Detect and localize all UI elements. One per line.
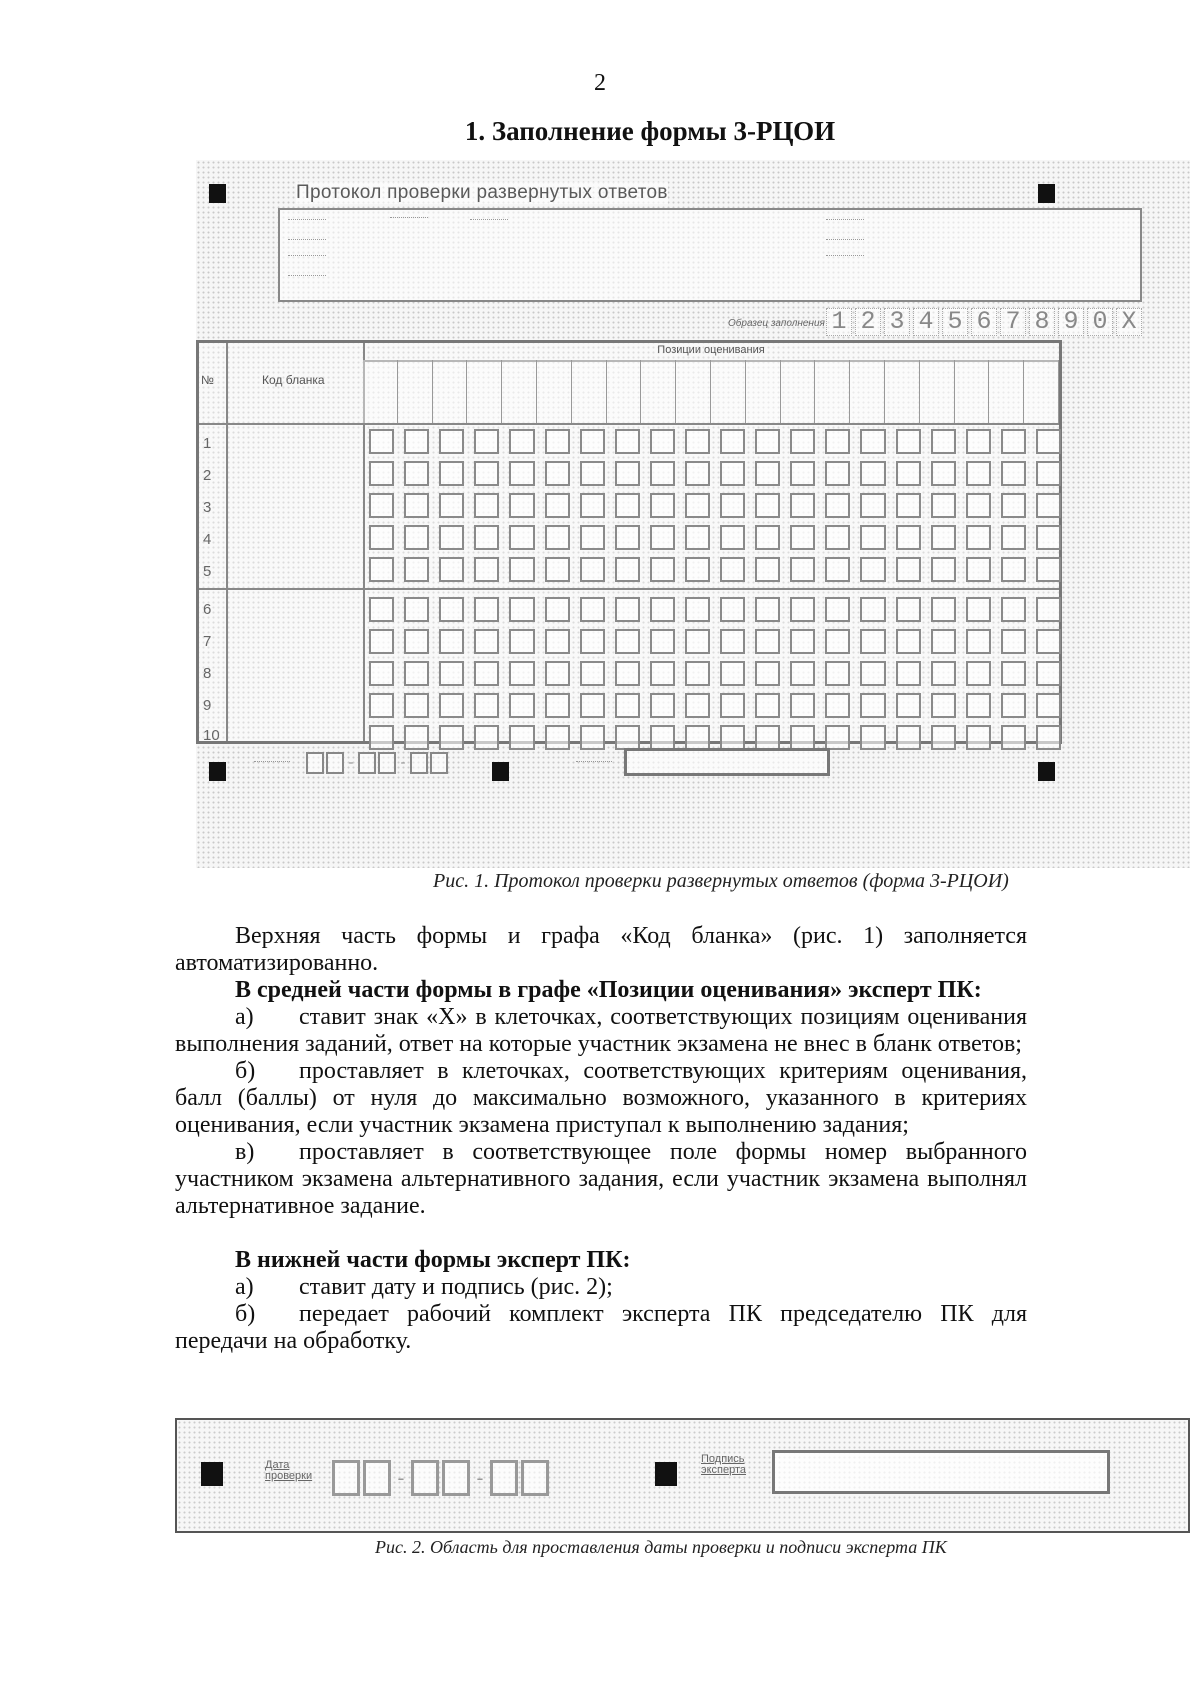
position-column-header	[398, 360, 433, 423]
answer-cell	[896, 525, 921, 550]
answer-cell	[931, 693, 956, 718]
item-text: проставляет в клеточках, соответствующих критериям оценивания, балл (баллы) от нуля до максимально возможного, указанного в критериях оценивания, если участник экзамена приступал к выполнению задания;	[175, 1058, 1027, 1138]
answer-cell	[966, 661, 991, 686]
form-title: Протокол проверки развернутых ответов	[296, 182, 668, 203]
answer-cell	[685, 525, 710, 550]
answer-cell	[1001, 725, 1026, 750]
answer-cell	[860, 725, 885, 750]
signature-label: Подпись эксперта	[701, 1453, 747, 1476]
answer-cell	[860, 693, 885, 718]
answer-cell	[439, 597, 464, 622]
answer-cell	[755, 693, 780, 718]
sample-char: 6	[971, 308, 997, 336]
middle-item-a	[175, 1004, 1027, 1058]
position-column-header	[641, 360, 676, 423]
answer-cell	[509, 725, 534, 750]
answer-cell	[650, 525, 675, 550]
date-label: Дата проверки	[265, 1459, 313, 1482]
item-text: передает рабочий комплект эксперта ПК председателю ПК для передачи на обработку.	[175, 1301, 1027, 1354]
answer-cell	[825, 525, 850, 550]
signature-field	[772, 1450, 1110, 1494]
answer-cell	[545, 597, 570, 622]
figure2-caption: Рис. 2. Область для проставления даты проверки и подписи эксперта ПК	[375, 1537, 947, 1557]
answer-cell	[580, 557, 605, 582]
answer-cell	[615, 461, 640, 486]
answer-cell	[369, 429, 394, 454]
answer-cell	[720, 725, 745, 750]
answer-cell	[615, 557, 640, 582]
answer-cell	[966, 493, 991, 518]
position-column-header	[467, 360, 502, 423]
answer-cell	[860, 493, 885, 518]
position-column-header	[920, 360, 955, 423]
page-number: 2	[594, 70, 606, 96]
paragraph-top-part: Верхняя часть формы и графа «Код бланка» (рис. 1) заполняется автоматизированно.	[175, 923, 1027, 976]
answer-cell	[439, 429, 464, 454]
answer-cell	[580, 525, 605, 550]
row-number: 9	[203, 697, 212, 714]
answer-cell	[509, 429, 534, 454]
answer-cell	[369, 725, 394, 750]
bottom-item-b	[175, 1301, 1027, 1355]
answer-cell	[439, 557, 464, 582]
answer-cell	[369, 693, 394, 718]
answer-cell	[720, 525, 745, 550]
answer-cell	[931, 629, 956, 654]
row-number: 4	[203, 531, 212, 548]
row-number: 7	[203, 633, 212, 650]
answer-cell	[369, 661, 394, 686]
answer-cell	[896, 725, 921, 750]
answer-cell	[545, 493, 570, 518]
answer-cell	[439, 629, 464, 654]
sample-char: X	[1116, 308, 1142, 336]
answer-cell	[966, 557, 991, 582]
corner-marker-icon	[1038, 184, 1055, 203]
answer-cell	[755, 461, 780, 486]
answer-cell	[1001, 493, 1026, 518]
answer-cell	[404, 525, 429, 550]
row-number: 8	[203, 665, 212, 682]
answer-cell	[650, 661, 675, 686]
answer-cell	[615, 493, 640, 518]
row-number: 5	[203, 563, 212, 580]
answer-cell	[720, 693, 745, 718]
sample-char: 8	[1029, 308, 1055, 336]
answer-cell	[1036, 429, 1061, 454]
item-marker: б)	[235, 1058, 256, 1084]
answer-cell	[790, 557, 815, 582]
answer-cell	[474, 629, 499, 654]
sample-char: 1	[826, 308, 852, 336]
answer-cell	[1001, 461, 1026, 486]
answer-cell	[474, 525, 499, 550]
answer-cell	[966, 429, 991, 454]
answer-cell	[790, 629, 815, 654]
answer-cell	[931, 597, 956, 622]
answer-cell	[720, 493, 745, 518]
answer-cell	[474, 557, 499, 582]
answer-cell	[615, 629, 640, 654]
answer-cell	[720, 661, 745, 686]
position-columns	[363, 360, 1059, 423]
answer-cell	[790, 693, 815, 718]
answer-cell	[1036, 661, 1061, 686]
position-column-header	[989, 360, 1024, 423]
answer-cell	[966, 725, 991, 750]
column-code	[226, 343, 365, 741]
answer-cell	[509, 525, 534, 550]
answer-cell	[580, 597, 605, 622]
position-column-header	[815, 360, 850, 423]
item-text: ставит знак «X» в клеточках, соответствующих позициям оценивания выполнения заданий, ответ на которые участник экзамена не внес в бланк ответов;	[175, 1004, 1027, 1057]
corner-marker-icon	[655, 1462, 677, 1486]
answer-cell	[896, 597, 921, 622]
answer-cell	[369, 493, 394, 518]
answer-cell	[580, 429, 605, 454]
answer-cell	[1036, 725, 1061, 750]
answer-cell	[755, 557, 780, 582]
answer-cell	[404, 557, 429, 582]
corner-marker-icon	[209, 762, 226, 781]
answer-cell	[545, 429, 570, 454]
answer-cell	[404, 661, 429, 686]
answer-cell	[439, 461, 464, 486]
answer-cell	[369, 597, 394, 622]
answer-cell	[825, 557, 850, 582]
answer-cell	[825, 629, 850, 654]
answer-cell	[474, 429, 499, 454]
answer-cell	[720, 629, 745, 654]
answer-cell	[825, 597, 850, 622]
answer-cells	[369, 429, 1061, 750]
position-column-header	[746, 360, 781, 423]
position-column-header	[781, 360, 816, 423]
answer-cell	[896, 629, 921, 654]
answer-cell	[1001, 629, 1026, 654]
answer-cell	[1001, 693, 1026, 718]
answer-cell	[615, 725, 640, 750]
answer-cell	[685, 461, 710, 486]
answer-cell	[439, 493, 464, 518]
answer-cell	[404, 597, 429, 622]
answer-cell	[369, 557, 394, 582]
answer-cell	[720, 597, 745, 622]
answer-cell	[755, 429, 780, 454]
answer-cell	[896, 661, 921, 686]
answer-cell	[931, 725, 956, 750]
answer-cell	[545, 725, 570, 750]
answer-cell	[650, 725, 675, 750]
answer-cell	[580, 661, 605, 686]
row-number: 1	[203, 435, 212, 452]
answer-cell	[474, 693, 499, 718]
sample-char: 9	[1058, 308, 1084, 336]
answer-cell	[755, 661, 780, 686]
answer-cell	[685, 693, 710, 718]
answer-cell	[931, 493, 956, 518]
position-column-header	[607, 360, 642, 423]
answer-cell	[1001, 597, 1026, 622]
answer-cell	[615, 597, 640, 622]
answer-cell	[369, 629, 394, 654]
column-code-header: Код бланка	[262, 373, 325, 387]
answer-cell	[1036, 597, 1061, 622]
position-column-header	[502, 360, 537, 423]
answer-cell	[404, 725, 429, 750]
answer-cell	[509, 629, 534, 654]
sample-char: 7	[1000, 308, 1026, 336]
answer-cell	[825, 429, 850, 454]
answer-cell	[790, 525, 815, 550]
answer-cell	[790, 461, 815, 486]
answer-cell	[580, 493, 605, 518]
positions-table	[196, 340, 1062, 744]
answer-cell	[369, 461, 394, 486]
answer-cell	[966, 597, 991, 622]
middle-item-c	[175, 1139, 1027, 1220]
heading-middle-part: В средней части формы в графе «Позиции оценивания» эксперт ПК:	[235, 977, 982, 1003]
item-text: проставляет в соответствующее поле формы номер выбранного участником экзамена альтернативного задания, если участник экзамена выполнял альтернативное задание.	[175, 1139, 1027, 1219]
position-column-header	[711, 360, 746, 423]
answer-cell	[755, 725, 780, 750]
answer-cell	[966, 693, 991, 718]
answer-cell	[580, 629, 605, 654]
answer-cell	[404, 493, 429, 518]
answer-cell	[545, 693, 570, 718]
answer-cell	[615, 693, 640, 718]
answer-cell	[474, 725, 499, 750]
row-number: 6	[203, 601, 212, 618]
sample-char: 0	[1087, 308, 1113, 336]
answer-cell	[650, 557, 675, 582]
answer-cell	[896, 493, 921, 518]
corner-marker-icon	[1038, 762, 1055, 781]
answer-cell	[825, 661, 850, 686]
position-column-header	[885, 360, 920, 423]
sample-char: 5	[942, 308, 968, 336]
sample-char: 4	[913, 308, 939, 336]
item-marker: а)	[235, 1004, 254, 1030]
answer-cell	[1036, 461, 1061, 486]
corner-marker-icon	[201, 1462, 223, 1486]
answer-cell	[825, 461, 850, 486]
sample-char: 2	[855, 308, 881, 336]
answer-cell	[580, 693, 605, 718]
answer-cell	[509, 661, 534, 686]
answer-cell	[825, 725, 850, 750]
middle-item-b	[175, 1058, 1027, 1139]
position-column-header	[572, 360, 607, 423]
answer-cell	[896, 461, 921, 486]
bottom-item-a	[175, 1274, 1027, 1301]
answer-cell	[580, 725, 605, 750]
answer-cell	[755, 629, 780, 654]
answer-cell	[720, 557, 745, 582]
sample-char: 3	[884, 308, 910, 336]
answer-cell	[825, 693, 850, 718]
answer-cell	[650, 461, 675, 486]
answer-cell	[615, 429, 640, 454]
answer-cell	[860, 525, 885, 550]
corner-marker-icon	[492, 762, 509, 781]
answer-cell	[474, 493, 499, 518]
answer-cell	[1036, 629, 1061, 654]
answer-cell	[615, 661, 640, 686]
answer-cell	[1001, 429, 1026, 454]
answer-cell	[404, 429, 429, 454]
answer-cell	[896, 693, 921, 718]
answer-cell	[1036, 493, 1061, 518]
form-3rcoi-figure	[196, 160, 1190, 868]
answer-cell	[404, 693, 429, 718]
row-number: 2	[203, 467, 212, 484]
answer-cell	[685, 629, 710, 654]
item-marker: а)	[235, 1274, 254, 1300]
answer-cell	[650, 493, 675, 518]
answer-cell	[931, 429, 956, 454]
answer-cell	[650, 429, 675, 454]
answer-cell	[1001, 525, 1026, 550]
answer-cell	[1036, 693, 1061, 718]
answer-cell	[931, 661, 956, 686]
position-column-header	[850, 360, 885, 423]
answer-cell	[966, 461, 991, 486]
answer-cell	[860, 429, 885, 454]
answer-cell	[896, 429, 921, 454]
answer-cell	[650, 629, 675, 654]
section-title: 1. Заполнение формы 3-РЦОИ	[464, 116, 836, 146]
answer-cell	[685, 725, 710, 750]
answer-cell	[650, 693, 675, 718]
answer-cell	[720, 461, 745, 486]
date-field: - -	[332, 1460, 549, 1496]
answer-cell	[509, 597, 534, 622]
answer-cell	[790, 493, 815, 518]
answer-cell	[860, 661, 885, 686]
answer-cell	[509, 557, 534, 582]
answer-cell	[790, 429, 815, 454]
answer-cell	[966, 525, 991, 550]
position-column-header	[676, 360, 711, 423]
answer-cell	[931, 461, 956, 486]
answer-cell	[509, 693, 534, 718]
date-signature-figure	[175, 1418, 1190, 1533]
answer-cell	[755, 597, 780, 622]
answer-cell	[474, 461, 499, 486]
answer-cell	[685, 597, 710, 622]
form-header-box	[278, 208, 1142, 302]
answer-cell	[615, 525, 640, 550]
answer-cell	[860, 557, 885, 582]
answer-cell	[404, 461, 429, 486]
answer-cell	[580, 461, 605, 486]
row-number: 10	[203, 727, 220, 744]
sample-label: Образец заполнения	[728, 318, 825, 329]
answer-cell	[545, 525, 570, 550]
answer-cell	[685, 493, 710, 518]
answer-cell	[720, 429, 745, 454]
answer-cell	[685, 429, 710, 454]
position-column-header	[1024, 360, 1059, 423]
position-column-header	[537, 360, 572, 423]
position-column-header	[363, 360, 398, 423]
answer-cell	[1036, 557, 1061, 582]
answer-cell	[439, 661, 464, 686]
answer-cell	[1001, 557, 1026, 582]
answer-cell	[790, 661, 815, 686]
answer-cell	[509, 461, 534, 486]
answer-cell	[685, 557, 710, 582]
answer-cell	[369, 525, 394, 550]
answer-cell	[439, 525, 464, 550]
answer-cell	[790, 725, 815, 750]
answer-cell	[1001, 661, 1026, 686]
answer-cell	[685, 661, 710, 686]
heading-bottom-part: В нижней части формы эксперт ПК:	[235, 1247, 631, 1273]
corner-marker-icon	[209, 184, 226, 203]
answer-cell	[545, 557, 570, 582]
answer-cell	[509, 493, 534, 518]
figure1-caption: Рис. 1. Протокол проверки развернутых ответов (форма 3-РЦОИ)	[433, 870, 1009, 892]
answer-cell	[545, 661, 570, 686]
sample-chars	[826, 308, 1142, 336]
answer-cell	[860, 597, 885, 622]
row-number: 3	[203, 499, 212, 516]
positions-header-label: Позиции оценивания	[657, 344, 765, 356]
answer-cell	[545, 461, 570, 486]
position-column-header	[955, 360, 990, 423]
answer-cell	[931, 525, 956, 550]
item-marker: в)	[235, 1139, 255, 1165]
answer-cell	[545, 629, 570, 654]
column-number-header: №	[201, 373, 214, 387]
answer-cell	[860, 629, 885, 654]
item-marker: б)	[235, 1301, 256, 1327]
answer-cell	[474, 597, 499, 622]
answer-cell	[755, 525, 780, 550]
position-column-header	[433, 360, 468, 423]
answer-cell	[966, 629, 991, 654]
answer-cell	[931, 557, 956, 582]
item-text: ставит дату и подпись (рис. 2);	[299, 1274, 613, 1300]
answer-cell	[825, 493, 850, 518]
answer-cell	[1036, 525, 1061, 550]
answer-cell	[790, 597, 815, 622]
answer-cell	[474, 661, 499, 686]
answer-cell	[404, 629, 429, 654]
answer-cell	[755, 493, 780, 518]
answer-cell	[896, 557, 921, 582]
date-field: - -	[306, 752, 448, 774]
signature-field	[624, 748, 830, 776]
answer-cell	[650, 597, 675, 622]
answer-cell	[860, 461, 885, 486]
answer-cell	[439, 725, 464, 750]
answer-cell	[439, 693, 464, 718]
